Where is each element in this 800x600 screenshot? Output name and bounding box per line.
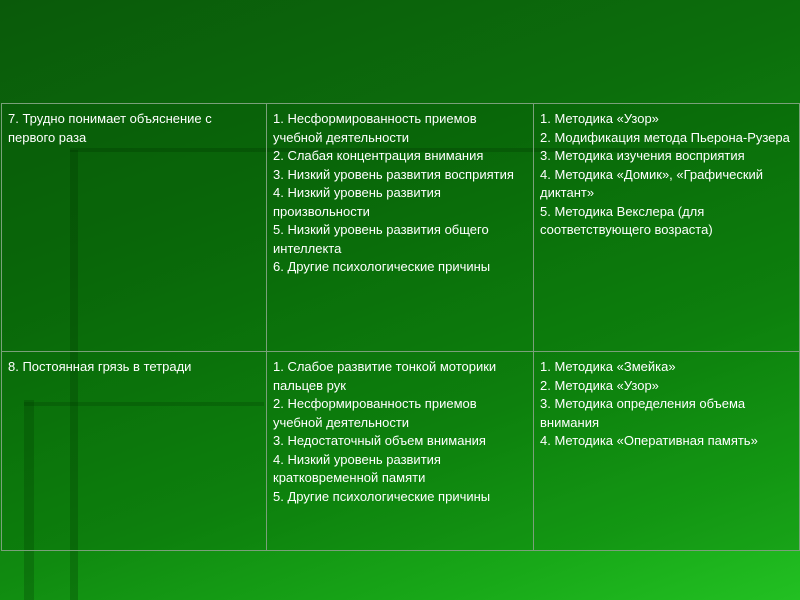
causes-cell: 1. Слабое развитие тонкой моторики пальцев рук 2. Несформированность приемов учебной деятельности 3. Недостаточный объем внимания 4. Низкий уровень развития кратковременной памяти 5. Другие психологические причины xyxy=(267,352,534,551)
methods-cell: 1. Методика «Узор» 2. Модификация метода Пьерона-Рузера 3. Методика изучения восприятия 4. Методика «Домик», «Графический диктант» 5. Методика Векслера (для соответствующего возраста) xyxy=(534,104,800,352)
methods-cell: 1. Методика «Змейка» 2. Методика «Узор» 3. Методика определения объема внимания 4. Методика «Оперативная память» xyxy=(534,352,800,551)
table-row xyxy=(2,352,800,551)
causes-cell: 1. Несформированность приемов учебной деятельности 2. Слабая концентрация внимания 3. Низкий уровень развития восприятия 4. Низкий уровень развития произвольности 5. Низкий уровень развития общего интеллекта 6. Другие психологические причины xyxy=(267,104,534,352)
table-row xyxy=(2,104,800,352)
diagnostics-table xyxy=(1,103,800,551)
problem-cell: 7. Трудно понимает объяснение с первого раза xyxy=(2,104,267,352)
problem-cell: 8. Постоянная грязь в тетради xyxy=(2,352,267,551)
